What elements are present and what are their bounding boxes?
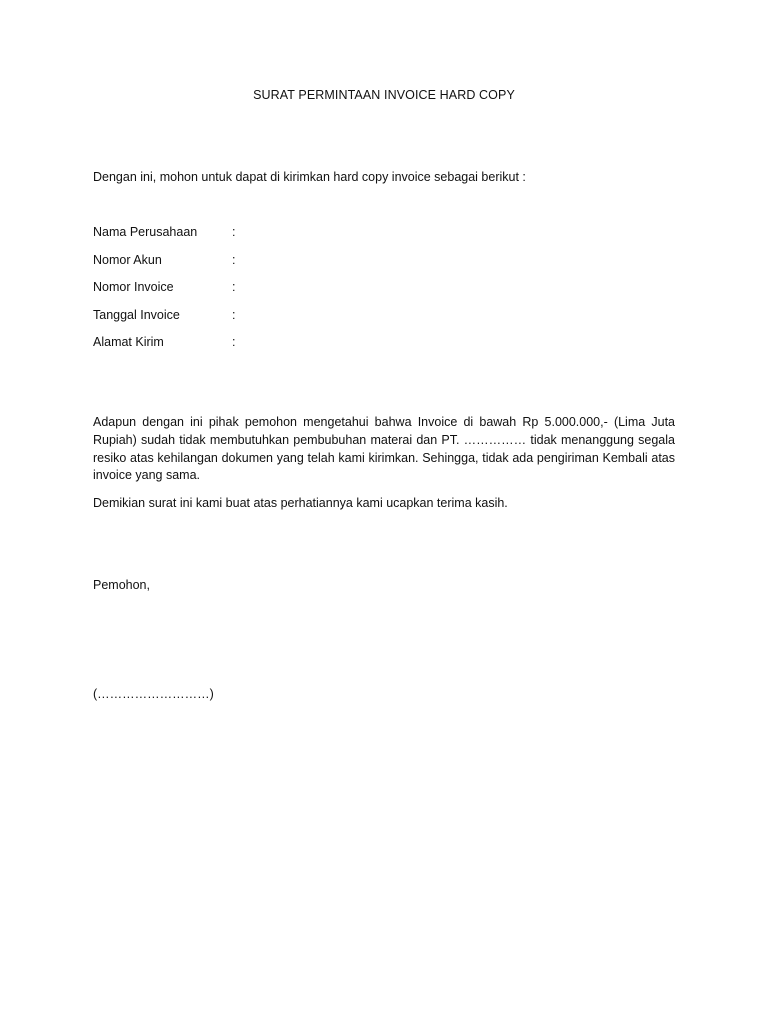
field-separator: : <box>232 307 236 322</box>
signer-label: Pemohon, <box>93 578 150 592</box>
field-label: Nomor Akun <box>93 252 162 267</box>
field-separator: : <box>232 225 236 239</box>
intro-text: Dengan ini, mohon untuk dapat di kirimkan hard copy invoice sebagai berikut : <box>93 170 526 184</box>
field-label: Nama Perusahaan <box>93 225 198 239</box>
request-fields <box>93 225 393 363</box>
signature-placeholder: (………………………) <box>93 687 214 701</box>
field-label: Tanggal Invoice <box>93 307 180 322</box>
field-separator: : <box>232 252 236 267</box>
body-paragraph-statement: Adapun dengan ini pihak pemohon mengetahui bahwa Invoice di bawah Rp 5.000.000,- (Lima Juta Rupiah) sudah tidak membutuhkan pembubuhan materai dan PT. …………… tidak menanggung segala resiko atas kehilangan dokumen yang telah kami kirimkan. Sehingga, tidak ada pengiriman Kembali atas invoice yang sama. <box>93 415 675 483</box>
field-label: Nomor Invoice <box>93 280 174 294</box>
document-title: SURAT PERMINTAAN INVOICE HARD COPY <box>253 88 515 102</box>
field-row-company-name <box>93 225 393 253</box>
field-separator: : <box>232 280 236 294</box>
field-row-shipping-address <box>93 335 393 363</box>
body-paragraph-closing: Demikian surat ini kami buat atas perhatiannya kami ucapkan terima kasih. <box>93 496 508 510</box>
field-row-account-number <box>93 253 393 281</box>
field-label: Alamat Kirim <box>93 335 164 349</box>
field-row-invoice-number <box>93 280 393 308</box>
field-separator: : <box>232 335 236 349</box>
field-row-invoice-date <box>93 308 393 336</box>
